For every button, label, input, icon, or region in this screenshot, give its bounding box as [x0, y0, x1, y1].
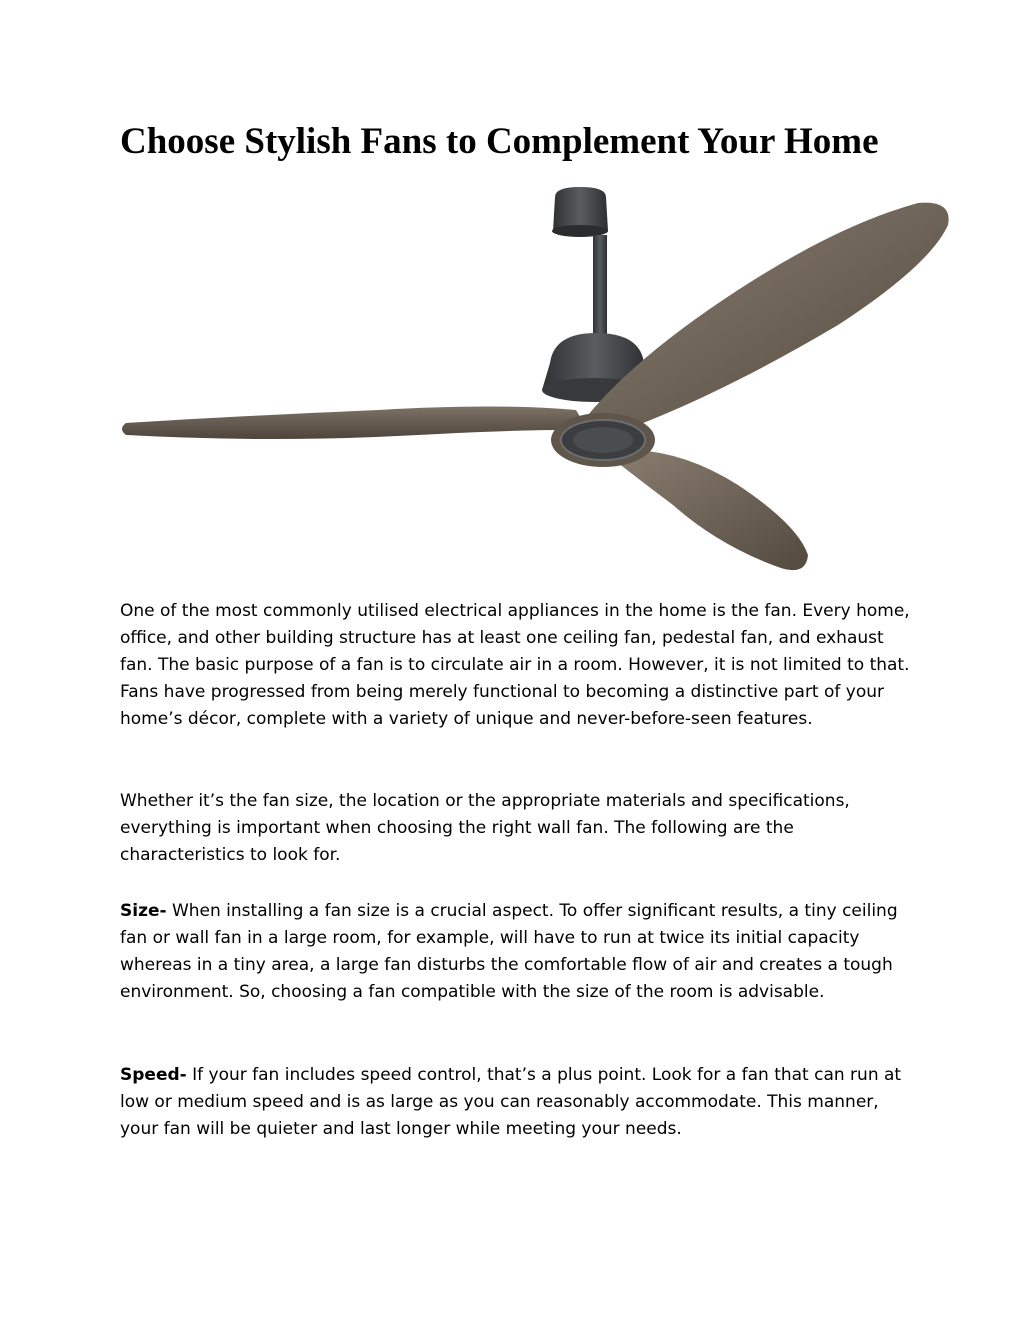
- fan-image: [118, 185, 953, 575]
- speed-paragraph-text: If your fan includes speed control, that’s a plus point. Look for a fan that can run at low or medium speed and is as large as you can reasonably accommodate. This manner, your fan will be quieter and last longer while meeting your needs.: [120, 1065, 902, 1139]
- intro-paragraph-text: One of the most commonly utilised electrical appliances in the home is the fan. Every home, office, and other building structure has at least one ceiling fan, pedestal fan, and exhaust fan. The basic purpose of a fan is to circulate air in a room. However, it is not limited to that. Fans have progressed from being merely functional to becoming a distinctive part of your home’s décor, complete with a variety of unique and never-before-seen features.: [120, 601, 910, 729]
- page-title: Choose Stylish Fans to Complement Your Home: [120, 121, 879, 162]
- size-paragraph-text: When installing a fan size is a crucial aspect. To offer significant results, a tiny ceiling fan or wall fan in a large room, for example, will have to run at twice its initial capacity whereas in a tiny area, a large fan disturbs the comfortable flow of air and creates a tough environment. So, choosing a fan compatible with the size of the room is advisable.: [120, 901, 898, 1002]
- speed-heading: Speed-: [120, 1065, 187, 1085]
- size-heading: Size-: [120, 901, 167, 921]
- speed-paragraph: [120, 1062, 910, 1143]
- characteristics-paragraph: [120, 788, 910, 869]
- intro-paragraph: [120, 598, 910, 733]
- size-paragraph: [120, 898, 910, 1006]
- characteristics-paragraph-text: Whether it’s the fan size, the location or the appropriate materials and specifications, everything is important when choosing the right wall fan. The following are the characteristics to look for.: [120, 791, 850, 865]
